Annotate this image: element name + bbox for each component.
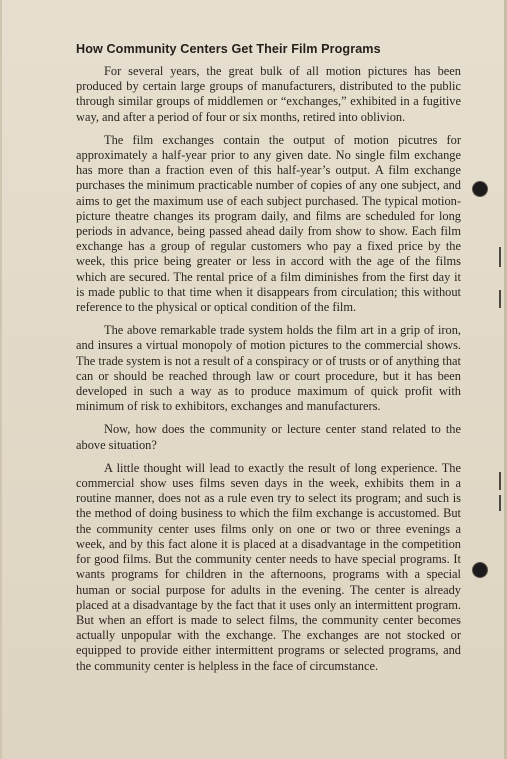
page-title: How Community Centers Get Their Film Programs [76,42,381,56]
binding-mark-1 [499,247,501,267]
paragraph-3: The above remarkable trade system holds the film art in a grip of iron, and insures a virtual monopoly of motion pictures to the commercial shows. The trade system is not a result of a conspiracy or of trusts or of anything that can or should be reached through law or court procedure, but it has been developed in such a way as to produce maximum of quick profit with minimum of risk to exhibitors, exchanges and manufacturers. [76,323,461,414]
paragraph-5: A little thought will lead to exactly the result of long experience. The commercial show uses films seven days in the week, exhibits them in a routine manner, does not as a rule even try to select its program; and such is the method of doing business to which the film exchange is accustomed. But the community center uses films only on one or two or three evenings a week, and by this fact alone it is placed at a disadvantage in the competition for good films. But the community center needs to have special programs. It wants programs for children in the afternoons, programs with a special human or social purpose for adults in the evening. The center is already placed at a disadvantage by the fact that it uses only an intermittent program. But when an effort is made to select films, the community center becomes actually unpopular with the exchange. The exchanges are not stocked or equipped to provide either intermittent programs or selected programs, and the community center is helpless in the face of circumstance. [76,460,461,673]
paragraph-4: Now, how does the community or lecture center stand related to the above situation? [76,422,461,452]
binding-mark-4 [499,495,501,511]
binding-hole-top [473,182,487,196]
binding-hole-bottom [473,563,487,577]
page-content [76,42,461,682]
binding-mark-3 [499,472,501,490]
binding-mark-2 [499,290,501,308]
paragraph-2: The film exchanges contain the output of motion picutres for approximately a half-year prior to any given date. No single film exchange has more than a fraction even of this half-year’s output. A film exchange purchases the minimum practicable number of copies of any one subject, and aims to get the maximum use of each subject purchased. The typical motion-picture theatre changes its program daily, and films are scheduled for long periods in advance, being passed ahead daily from show to show. Each film exchange has a group of regular customers who pay a fixed price by the week, this price being greater or less in accord with the age of the films which are secured. The rental price of a film diminishes from the first day it is made public to that time when it disappears from circulation; this without reference to the physical or optical condition of the film. [76,132,461,315]
paragraph-1: For several years, the great bulk of all motion pictures has been produced by certain large groups of manufacturers, distributed to the public through similar groups of middlemen or “exchanges,” exhibited in a fugitive way, and after a period of four or six months, retired into oblivion. [76,64,461,124]
